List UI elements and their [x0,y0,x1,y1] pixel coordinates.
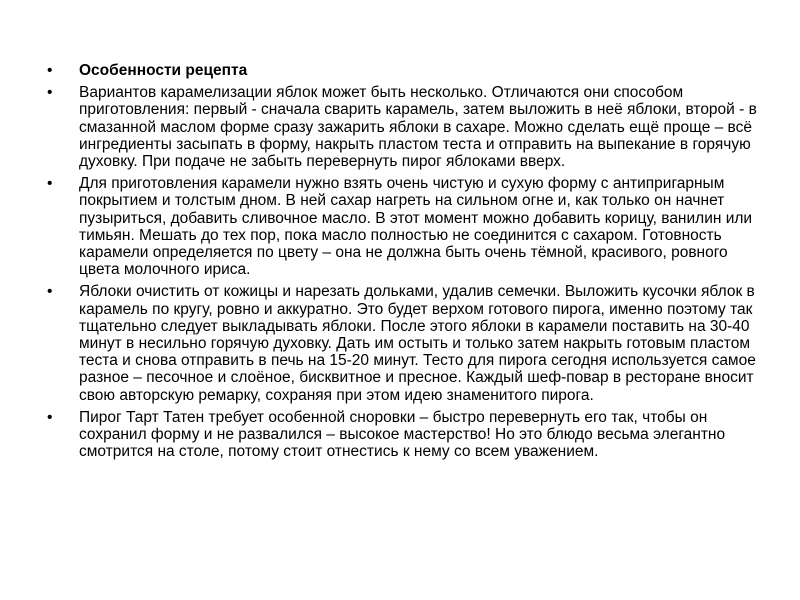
caramelization-methods-text: Вариантов карамелизации яблок может быть несколько. Отличаются они способом приготовления: первый - сначала сварить карамель, затем выложить в неё яблоки, второй - в смазанной маслом форме сразу зажарить яблоки в сахаре. Можно сделать ещё проще – всё ингредиенты засыпать в форму, накрыть пластом теста и отправить на выпекание в горячую духовку. При подаче не забыть перевернуть пирог яблоками вверх. [79,84,757,171]
tarte-tatin-serving-text: Пирог Тарт Татен требует особенной сноровки – быстро перевернуть его так, чтобы он сохранил форму и не развалился – высокое мастерство! Но это блюдо весьма элегантно смотрится на столе, потому стоит отнестись к нему со всем уважением. [79,408,726,461]
list-item-recipe-features-heading [44,62,759,79]
bullet-icon: • [47,62,53,79]
list-item-tarte-tatin-serving [44,409,759,461]
list-item-apple-preparation [44,283,759,403]
bullet-icon: • [47,175,53,193]
recipe-features-heading: Особенности рецепта [79,62,248,79]
recipe-bullet-list [44,62,759,465]
bullet-icon: • [47,408,53,426]
apple-preparation-text: Яблоки очистить от кожицы и нарезать дольками, удалив семечки. Выложить кусочки яблок в карамель по кругу, ровно и аккуратно. Это будет верхом готового пирога, именно поэтому так тщательно следует выкладывать яблоки. После этого яблоки в карамели поставить на 30-40 минут в несильно горячую духовку. Дать им остыть и только затем накрыть готовым пластом теста и снова отправить в печь на 15-20 минут. Тесто для пирога сегодня используется самое разное – песочное и слоёное, бисквитное и пресное. Каждый шеф-повар в ресторане вносит свою авторскую ремарку, сохраняя при этом идею знаменитого пирога. [79,283,756,404]
list-item-caramelization-methods [44,84,759,170]
list-item-caramel-preparation [44,175,759,278]
bullet-icon: • [47,283,53,301]
caramel-preparation-text: Для приготовления карамели нужно взять очень чистую и сухую форму с антипригарным покрытием и толстым дном. В ней сахар нагреть на сильном огне и, как только он начнет пузыриться, добавить сливочное масло. В этот момент можно добавить корицу, ванилин или тимьян. Мешать до тех пор, пока масло полностью не соединится с сахаром. Готовность карамели определяется по цвету – она не должна быть очень тёмной, красивого, ровного цвета молочного ириса. [79,175,753,279]
bullet-icon: • [47,84,53,102]
